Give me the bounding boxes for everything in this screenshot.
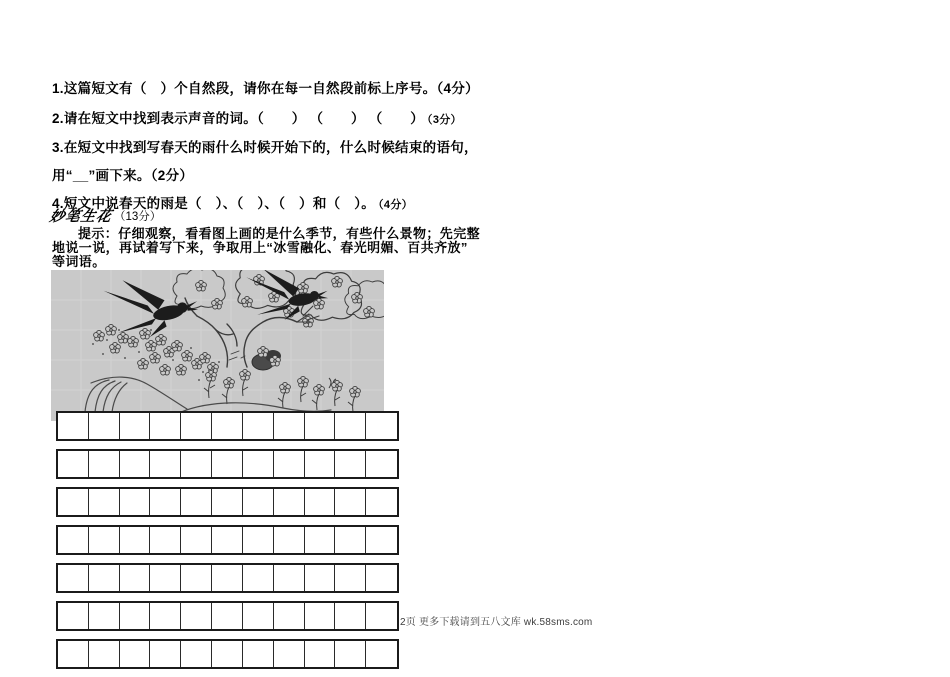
writing-grid-cell bbox=[243, 527, 274, 553]
writing-grid-row bbox=[56, 411, 399, 441]
writing-grid-cell bbox=[305, 603, 336, 629]
question-4-text: 4.短文中说春天的雨是（ ）、（ ）、（ ）和（ ）。 bbox=[52, 196, 376, 211]
sketch-background bbox=[51, 270, 384, 421]
writing-grid-cell bbox=[274, 527, 305, 553]
writing-grid-cell bbox=[89, 489, 120, 515]
hint-line-1: 提示：仔细观察，看看图上画的是什么季节，有些什么景物；先完整 bbox=[78, 226, 481, 241]
writing-grid-row bbox=[56, 525, 399, 555]
writing-grid-cell bbox=[366, 527, 397, 553]
question-1-text: 1.这篇短文有（ ）个自然段，请你在每一自然段前标上序号。（4分） bbox=[52, 81, 479, 96]
writing-grid-cell bbox=[274, 603, 305, 629]
writing-grid-cell bbox=[243, 451, 274, 477]
question-3-line2 bbox=[52, 164, 193, 184]
writing-grid-cell bbox=[120, 603, 151, 629]
writing-grid-cell bbox=[243, 413, 274, 439]
question-2-score: （3分） bbox=[427, 114, 462, 126]
writing-grid-cell bbox=[150, 489, 181, 515]
writing-grid-row bbox=[56, 449, 399, 479]
question-3-text: 3.在短文中找到写春天的雨什么时候开始下的，什么时候结束的语句， bbox=[52, 140, 478, 155]
writing-grid-cell bbox=[305, 527, 336, 553]
writing-grid-cell bbox=[181, 603, 212, 629]
writing-grid-cell bbox=[335, 641, 366, 667]
writing-grid-cell bbox=[181, 451, 212, 477]
writing-grid-cell bbox=[274, 489, 305, 515]
writing-grid-cell bbox=[366, 565, 397, 591]
question-3-line1 bbox=[52, 136, 478, 156]
writing-grid-cell bbox=[366, 413, 397, 439]
writing-grid-cell bbox=[58, 413, 89, 439]
writing-grid-cell bbox=[150, 641, 181, 667]
question-4-score: （4分） bbox=[378, 199, 413, 211]
writing-grid-cell bbox=[212, 603, 243, 629]
writing-grid-cell bbox=[181, 565, 212, 591]
section-header bbox=[47, 205, 162, 226]
writing-grid-row bbox=[56, 487, 399, 517]
writing-grid-cell bbox=[181, 413, 212, 439]
section-score: （13分） bbox=[114, 211, 162, 223]
writing-grid-cell bbox=[243, 641, 274, 667]
writing-grid-cell bbox=[212, 565, 243, 591]
writing-grid-cell bbox=[150, 603, 181, 629]
writing-grid-cell bbox=[366, 451, 397, 477]
writing-hint bbox=[52, 227, 482, 270]
writing-grid-cell bbox=[181, 641, 212, 667]
writing-grid-cell bbox=[120, 641, 151, 667]
question-3-continuation: 用“__”画下来。（2分） bbox=[52, 168, 194, 183]
writing-grid-cell bbox=[58, 603, 89, 629]
writing-grid-cell bbox=[150, 451, 181, 477]
hint-line-2: 地说一说，再试着写下来，争取用上“冰雪融化、春光明媚、百共齐放” bbox=[52, 240, 468, 256]
writing-grid-cell bbox=[305, 413, 336, 439]
writing-grid-cell bbox=[366, 489, 397, 515]
writing-grid-cell bbox=[212, 413, 243, 439]
writing-grid-cell bbox=[335, 603, 366, 629]
writing-grid-row bbox=[56, 601, 399, 631]
writing-grid-cell bbox=[120, 413, 151, 439]
writing-grid-cell bbox=[150, 565, 181, 591]
writing-grid-cell bbox=[58, 527, 89, 553]
writing-grid-cell bbox=[58, 489, 89, 515]
writing-grid-cell bbox=[335, 413, 366, 439]
writing-grid-cell bbox=[366, 641, 397, 667]
writing-grid-cell bbox=[305, 641, 336, 667]
writing-grid-cell bbox=[305, 451, 336, 477]
writing-grid-cell bbox=[89, 565, 120, 591]
writing-grid bbox=[56, 411, 399, 677]
writing-grid-cell bbox=[335, 451, 366, 477]
writing-grid-cell bbox=[89, 413, 120, 439]
writing-grid-cell bbox=[274, 413, 305, 439]
writing-grid-cell bbox=[58, 565, 89, 591]
spring-scene-illustration bbox=[51, 270, 384, 421]
question-2-text: 2.请在短文中找到表示声音的词。（ ） （ ） （ ） bbox=[52, 111, 425, 126]
writing-grid-cell bbox=[212, 641, 243, 667]
question-1 bbox=[52, 77, 479, 97]
writing-grid-cell bbox=[274, 641, 305, 667]
writing-grid-cell bbox=[305, 489, 336, 515]
writing-grid-cell bbox=[58, 451, 89, 477]
writing-grid-cell bbox=[212, 489, 243, 515]
writing-grid-cell bbox=[181, 527, 212, 553]
writing-grid-cell bbox=[305, 565, 336, 591]
footer-watermark: 2页 更多下载请到五八文库 wk.58sms.com bbox=[400, 617, 593, 628]
writing-grid-cell bbox=[181, 489, 212, 515]
hint-line-3: 等词语。 bbox=[52, 254, 106, 270]
writing-grid-cell bbox=[212, 451, 243, 477]
writing-grid-cell bbox=[89, 451, 120, 477]
writing-grid-cell bbox=[366, 603, 397, 629]
writing-grid-cell bbox=[212, 527, 243, 553]
writing-grid-row bbox=[56, 639, 399, 669]
writing-grid-cell bbox=[89, 603, 120, 629]
question-2 bbox=[52, 107, 462, 127]
writing-grid-cell bbox=[150, 527, 181, 553]
writing-grid-cell bbox=[120, 489, 151, 515]
writing-grid-cell bbox=[243, 565, 274, 591]
writing-grid-cell bbox=[335, 527, 366, 553]
section-title: 妙笔生花 bbox=[47, 209, 114, 225]
writing-grid-cell bbox=[120, 527, 151, 553]
writing-grid-cell bbox=[120, 451, 151, 477]
writing-grid-cell bbox=[335, 489, 366, 515]
writing-grid-cell bbox=[150, 413, 181, 439]
writing-grid-cell bbox=[89, 641, 120, 667]
writing-grid-cell bbox=[243, 603, 274, 629]
writing-grid-cell bbox=[335, 565, 366, 591]
writing-grid-cell bbox=[274, 451, 305, 477]
writing-grid-cell bbox=[243, 489, 274, 515]
writing-grid-cell bbox=[58, 641, 89, 667]
writing-grid-cell bbox=[120, 565, 151, 591]
writing-grid-row bbox=[56, 563, 399, 593]
writing-grid-cell bbox=[89, 527, 120, 553]
writing-grid-cell bbox=[274, 565, 305, 591]
